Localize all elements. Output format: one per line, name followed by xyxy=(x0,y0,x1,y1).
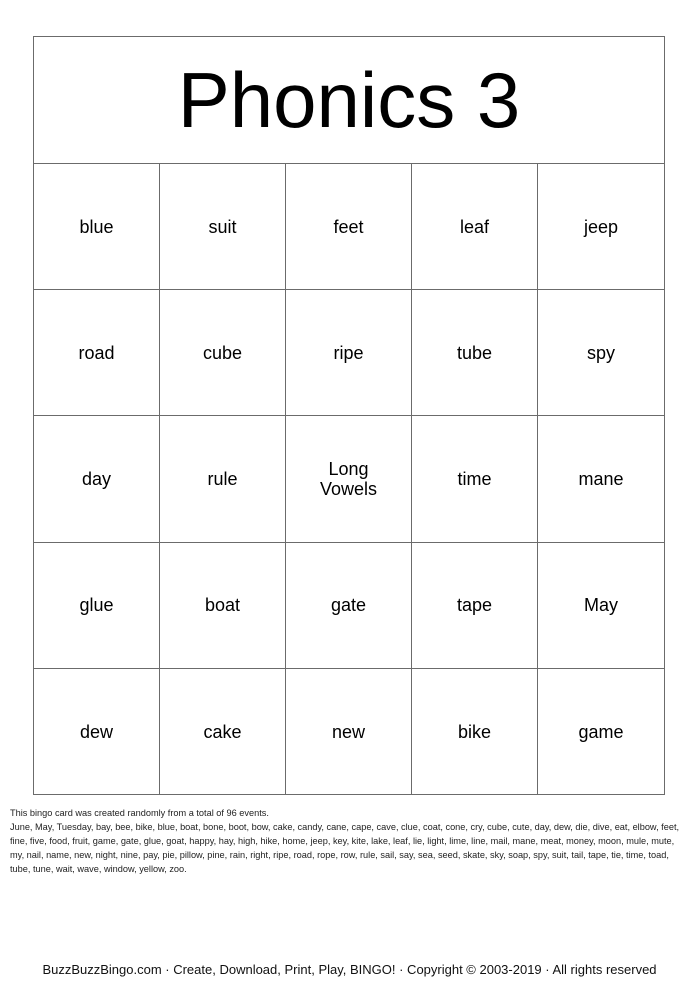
footer-copyright: BuzzBuzzBingo.com · Create, Download, Print, Play, BINGO! · Copyright © 2003-2019 · All rights reserved xyxy=(42,962,657,977)
bingo-cell: leaf xyxy=(412,164,538,290)
bingo-cell: spy xyxy=(538,290,664,416)
bingo-cell: tape xyxy=(412,543,538,669)
bingo-cell: blue xyxy=(34,164,160,290)
free-space-label: Long Vowels xyxy=(319,458,378,499)
bingo-cell: gate xyxy=(286,543,412,669)
bingo-cell: jeep xyxy=(538,164,664,290)
bingo-cell: ripe xyxy=(286,290,412,416)
bingo-cell: boat xyxy=(160,543,286,669)
bingo-cell: cube xyxy=(160,290,286,416)
bingo-cell: glue xyxy=(34,543,160,669)
bingo-cell: road xyxy=(34,290,160,416)
bingo-cell: day xyxy=(34,416,160,542)
info-summary: This bingo card was created randomly from a total of 96 events. xyxy=(10,808,269,818)
bingo-card xyxy=(33,36,665,795)
bingo-grid xyxy=(34,164,664,795)
bingo-cell: May xyxy=(538,543,664,669)
bingo-cell: mane xyxy=(538,416,664,542)
bingo-cell: new xyxy=(286,669,412,795)
card-title: Phonics 3 xyxy=(34,37,664,164)
card-info xyxy=(10,806,690,876)
bingo-cell: tube xyxy=(412,290,538,416)
info-event-list: June, May, Tuesday, bay, bee, bike, blue, boat, bone, boot, bow, cake, candy, cane, cape, cave, clue, coat, cone, cry, cube, cute, day, dew, die, dive, eat, elbow, feet, fine, five, food, fruit, game, gate, glue, goat, happy, hay, high, hike, home, jeep, key, kite, lake, leaf, lie, light, lime, line, mail, mane, meat, money, moon, mule, mute, my, nail, name, new, night, nine, pay, pie, pillow, pine, rain, right, ripe, road, rope, row, rule, sail, say, sea, seed, skate, sky, soap, spy, suit, tail, tape, tie, time, toad, tube, tune, wait, wave, window, yellow, zoo. xyxy=(10,822,680,874)
bingo-cell: dew xyxy=(34,669,160,795)
bingo-cell: cake xyxy=(160,669,286,795)
bingo-cell: game xyxy=(578,721,624,742)
bingo-cell: bike xyxy=(412,669,538,795)
bingo-cell: feet xyxy=(286,164,412,290)
bingo-cell: rule xyxy=(160,416,286,542)
free-space-cell xyxy=(286,416,412,542)
bingo-cell: suit xyxy=(160,164,286,290)
bingo-cell: time xyxy=(412,416,538,542)
